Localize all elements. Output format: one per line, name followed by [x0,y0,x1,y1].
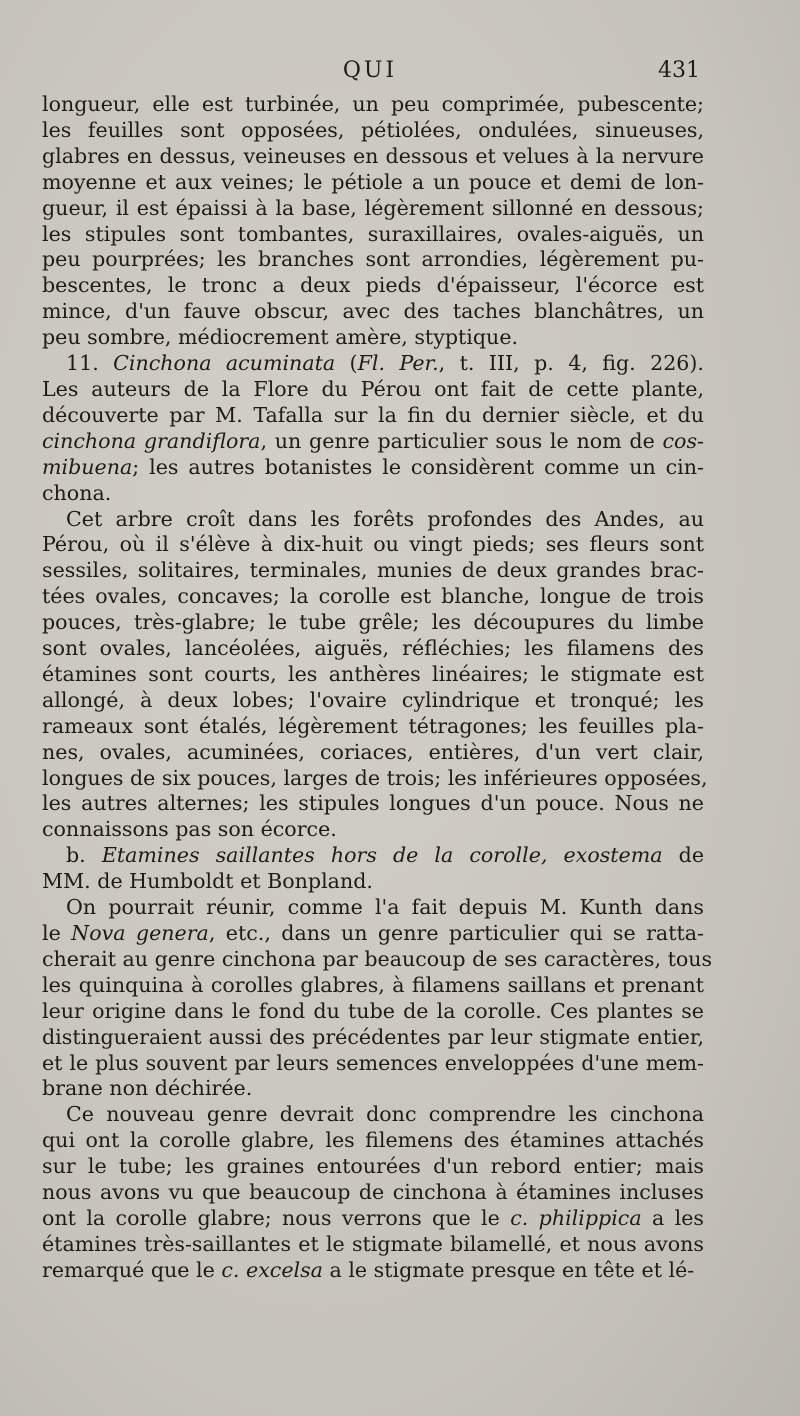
text-line: Cet arbre croît dans les forêts profondes des Andes, au [66,506,704,531]
text-line: nes, ovales, acuminées, coriaces, entières, d'un vert clair, [42,739,704,764]
text-line: étamines sont courts, les anthères linéaires; le stigmate est [42,661,704,686]
text-line: découverte par M. Tafalla sur la fin du dernier siècle, et du [42,402,704,427]
text-line: brane non déchirée. [42,1076,253,1101]
text-line: distingueraient aussi des précédentes par leur stigmate entier, [42,1024,704,1049]
text-line: MM. de Humboldt et Bonpland. [42,869,373,894]
paragraph [42,895,713,1102]
text-line: les autres alternes; les stipules longues d'un pouce. Nous ne [42,791,704,816]
text-line: sont ovales, lancéolées, aiguës, réfléchies; les filamens des [42,636,704,661]
text-line: mibuena; les autres botanistes le considèrent comme un cin- [42,454,704,479]
text-line: connaissons pas son écorce. [42,817,337,842]
text-line: chona. [42,480,112,505]
page-number: 431 [658,58,700,83]
text-line: peu pourprées; les branches sont arrondies, légèrement pu- [42,247,704,272]
text-line: tées ovales, concaves; la corolle est blanche, longue de trois [42,584,704,609]
text-line: cinchona grandiflora, un genre particulier sous le nom de cos- [42,428,704,453]
text-line: gueur, il est épaissi à la base, légèrement sillonné en dessous; [42,195,704,220]
text-line: sur le tube; les graines entourées d'un rebord entier; mais [42,1154,704,1179]
paragraph [42,351,704,506]
text-line: 11. Cinchona acuminata (Fl. Per., t. III, p. 4, fig. 226). [66,351,704,376]
text-line: Ce nouveau genre devrait donc comprendre les cinchona [66,1102,704,1127]
paragraph [42,506,708,844]
text-line: bescentes, le tronc a deux pieds d'épaisseur, l'écorce est [42,273,704,298]
body-text [42,92,713,1284]
text-line: ont la corolle glabre; nous verrons que le c. philippica a les [42,1205,704,1230]
text-line: rameaux sont étalés, légèrement tétragones; les feuilles pla- [42,713,704,738]
text-line: qui ont la corolle glabre, les filemens des étamines attachés [42,1128,704,1153]
running-head: QUI [342,58,398,83]
text-line: pouces, très-glabre; le tube grêle; les découpures du limbe [42,610,704,635]
paragraph [42,843,704,895]
text-line: et le plus souvent par leurs semences enveloppées d'une mem- [42,1050,704,1075]
text-line: longues de six pouces, larges de trois; les inférieures opposées, [42,765,708,790]
text-line: Les auteurs de la Flore du Pérou ont fait de cette plante, [42,376,704,401]
text-line: les quinquina à corolles glabres, à filamens saillans et prenant [42,972,704,997]
text-line: mince, d'un fauve obscur, avec des taches blanchâtres, un [42,299,704,324]
text-line: les stipules sont tombantes, suraxillaires, ovales-aiguës, un [42,221,704,246]
text-line: b. Etamines saillantes hors de la corolle, exostema de [66,843,705,868]
text-line: sessiles, solitaires, terminales, munies de deux grandes brac- [42,558,704,583]
text-line: leur origine dans le fond du tube de la corolle. Ces plantes se [42,998,704,1023]
text-line: les feuilles sont opposées, pétiolées, ondulées, sinueuses, [42,117,704,142]
paragraph [42,92,704,351]
page-header [40,58,700,94]
text-line: nous avons vu que beaucoup de cinchona à étamines incluses [42,1180,704,1205]
text-line: peu sombre, médiocrement amère, styptique. [42,325,519,350]
text-line: Pérou, où il s'élève à dix-huit ou vingt pieds; ses fleurs sont [42,532,704,557]
text-line: glabres en dessus, veineuses en dessous et velues à la nervure [42,143,704,168]
text-line: remarqué que le c. excelsa a le stigmate presque en tête et lé- [42,1257,695,1282]
text-line: le Nova genera, etc., dans un genre particulier qui se ratta- [42,921,704,945]
text-line: allongé, à deux lobes; l'ovaire cylindrique et tronqué; les [42,687,704,712]
text-line: On pourrait réunir, comme l'a fait depuis M. Kunth dans [66,895,704,920]
text-line: longueur, elle est turbinée, un peu comprimée, pubescente; [42,92,704,116]
text-line: moyenne et aux veines; le pétiole a un pouce et demi de lon- [42,169,704,194]
text-line: étamines très-saillantes et le stigmate bilamellé, et nous avons [42,1231,704,1256]
paragraph [42,1102,704,1283]
text-line: cherait au genre cinchona par beaucoup de ses caractères, tous [42,946,713,971]
